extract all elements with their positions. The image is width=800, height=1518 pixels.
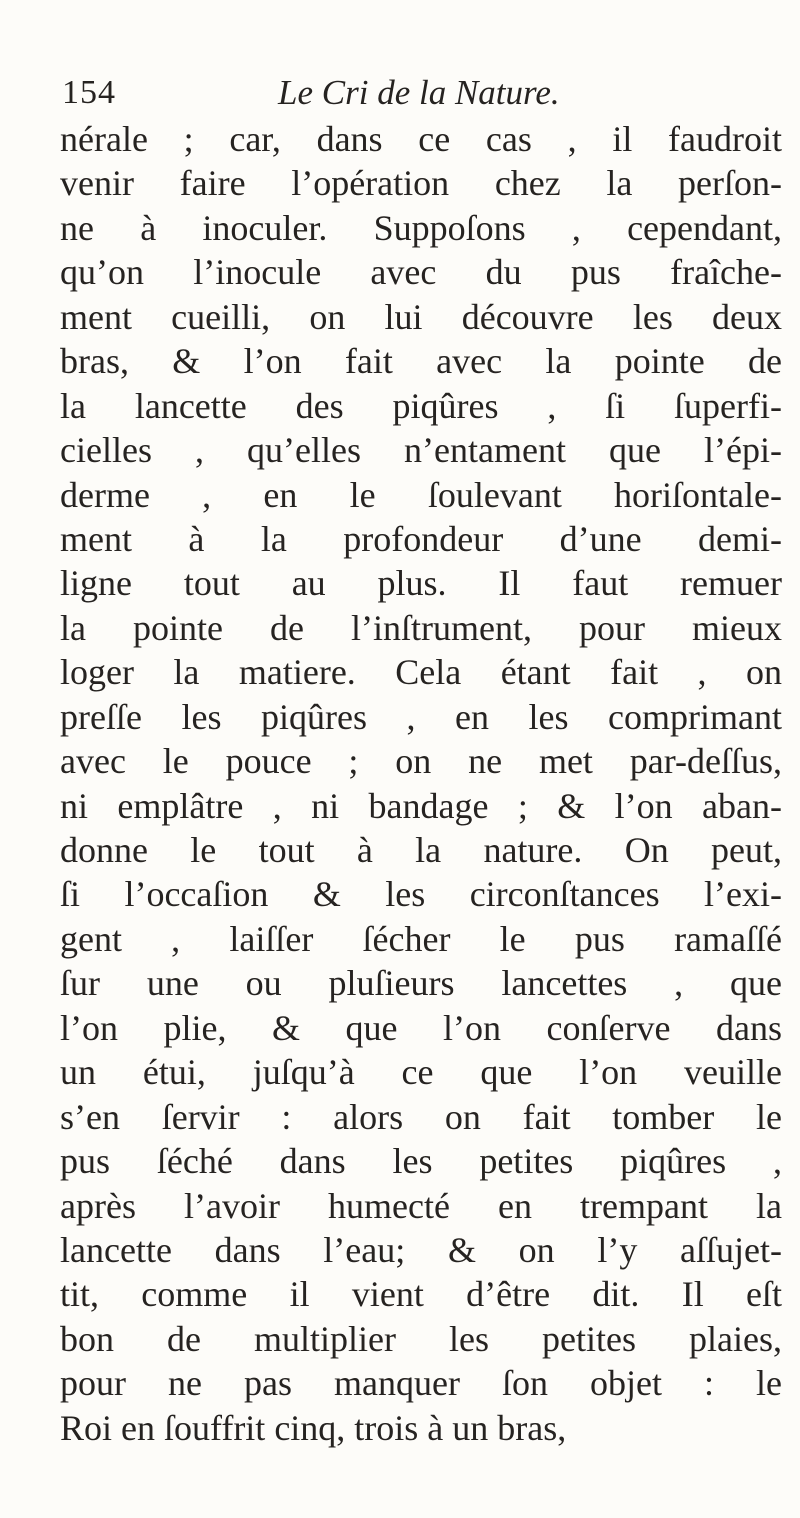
text-line: ment cueilli, on lui découvre les deux: [60, 296, 782, 337]
text-line: avec le pouce ; on ne met par-deſſus,: [60, 741, 782, 782]
text-line: pus ſéché dans les petites piqûres ,: [60, 1141, 782, 1182]
text-line: ſur une ou pluſieurs lancettes , que: [60, 963, 782, 1004]
text-line: l’on plie, & que l’on conſerve dans: [60, 1007, 782, 1048]
text-line: la lancette des piqûres , ſi ſuperfi-: [60, 385, 782, 426]
body-text: [60, 117, 782, 1450]
text-line: la pointe de l’inſtrument, pour mieux: [60, 607, 782, 648]
text-line: s’en ſervir : alors on fait tomber le: [60, 1096, 782, 1137]
text-line: un étui, juſqu’à ce que l’on veuille: [60, 1052, 782, 1093]
text-line: nérale ; car, dans ce cas , il faudroit: [60, 119, 782, 159]
text-line: cielles , qu’elles n’entament que l’épi-: [60, 430, 782, 471]
text-line: loger la matiere. Cela étant fait , on: [60, 652, 782, 693]
text-line: preſſe les piqûres , en les comprimant: [60, 696, 782, 737]
text-line: bon de multiplier les petites plaies,: [60, 1318, 782, 1359]
running-head: [62, 70, 762, 116]
text-line: venir faire l’opération chez la perſon-: [60, 163, 782, 204]
text-line: après l’avoir humecté en trempant la: [60, 1185, 782, 1226]
text-line: gent , laiſſer ſécher le pus ramaſſé: [60, 918, 782, 959]
running-title: Le Cri de la Nature.: [278, 73, 560, 112]
text-line: ment à la profondeur d’une demi-: [60, 518, 782, 559]
text-line: donne le tout à la nature. On peut,: [60, 830, 782, 870]
text-line: tit, comme il vient d’être dit. Il eſt: [60, 1274, 782, 1315]
page-number: 154: [62, 74, 116, 111]
text-line: Roi en ſouffrit cinq, trois à un bras,: [60, 1407, 567, 1448]
text-line: derme , en le ſoulevant horiſontale-: [60, 474, 782, 515]
text-line: ſi l’occaſion & les circonſtances l’exi-: [60, 874, 782, 915]
text-line: ligne tout au plus. Il faut remuer: [60, 563, 782, 604]
text-line: pour ne pas manquer ſon objet : le: [60, 1363, 782, 1404]
text-line: ne à inoculer. Suppoſons , cependant,: [60, 207, 782, 248]
text-line: qu’on l’inocule avec du pus fraîche-: [60, 252, 782, 293]
text-line: lancette dans l’eau; & on l’y aſſujet-: [60, 1229, 782, 1270]
text-line: bras, & l’on fait avec la pointe de: [60, 341, 782, 382]
text-line: ni emplâtre , ni bandage ; & l’on aban-: [60, 785, 782, 826]
